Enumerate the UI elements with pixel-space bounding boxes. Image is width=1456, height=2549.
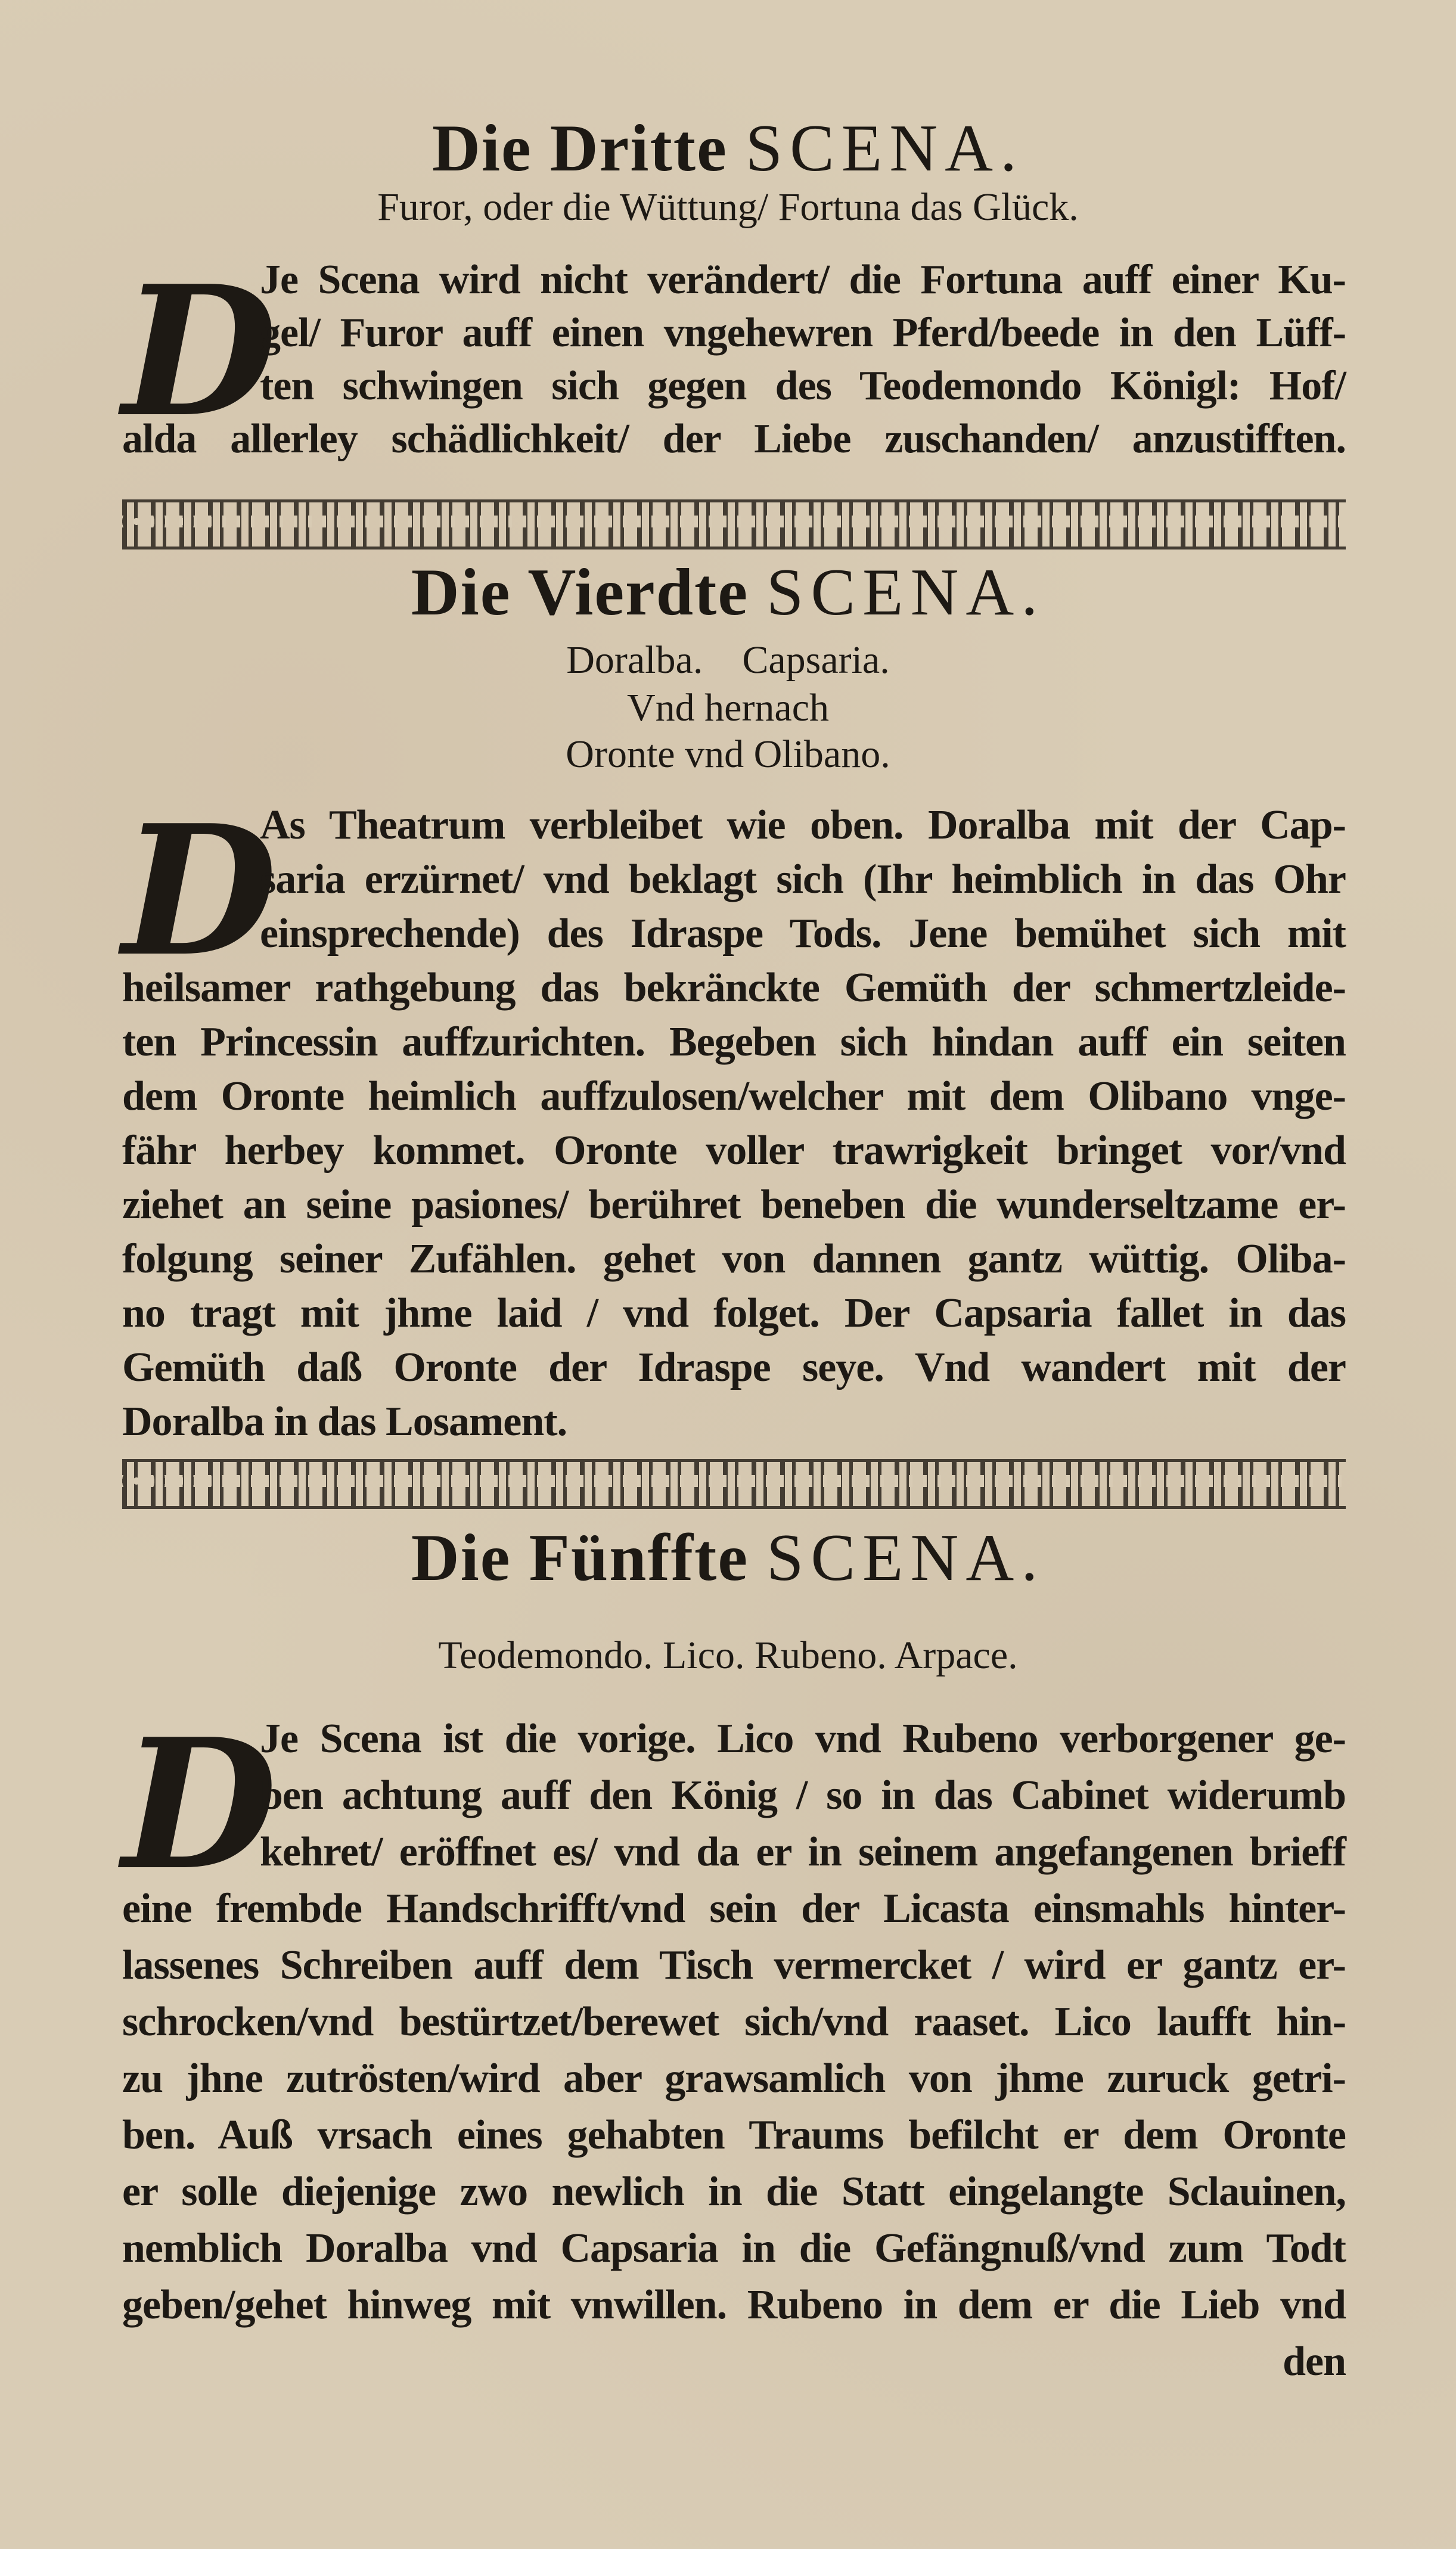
text-line: fähr herbey kommet. Oronte voller trawrigkeit bringet vor/vnd <box>122 1128 1346 1173</box>
text-line: zu jhne zutrösten/wird aber grawsamlich von jhme zuruck getri- <box>122 2056 1346 2101</box>
scene3-title <box>0 110 1456 187</box>
text-line: nemblich Doralba vnd Capsaria in die Gefängnuß/vnd zum Todt <box>122 2225 1346 2271</box>
text-line: eine frembde Handschrifft/vnd sein der Licasta einsmahls hinter- <box>122 1886 1346 1932</box>
scene5-title-caps: SCENA. <box>766 1521 1045 1595</box>
scene5-persons: Teodemondo. Lico. Rubeno. Arpace. <box>438 1634 1018 1677</box>
text-line: lassenes Schreiben auff dem Tisch vermercket / wird er gantz er- <box>122 1942 1346 1988</box>
scene4-persons: Doralba. Capsaria. <box>566 638 890 682</box>
scene4-title-caps: SCENA. <box>766 555 1045 629</box>
catchword: den <box>1283 2339 1346 2385</box>
text-line: Je Scena wird nicht verändert/ die Fortuna auff einer Ku- <box>260 257 1346 303</box>
text-line: ten Princessin auffzurichten. Begeben sich hindan auff ein seiten <box>122 1019 1346 1065</box>
scene5-title <box>0 1520 1456 1597</box>
text-line: As Theatrum verbleibet wie oben. Doralba mit der Cap- <box>260 802 1346 848</box>
text-line: er solle diejenige zwo newlich in die Statt eingelangte Sclauinen, <box>122 2169 1346 2215</box>
ornamental-divider <box>122 1459 1346 1509</box>
text-line: dem Oronte heimlich auffzulosen/welcher mit dem Olibano vnge- <box>122 1073 1346 1119</box>
text-line: schrocken/vnd bestürtzet/berewet sich/vnd raaset. Lico laufft hin- <box>122 1999 1346 2045</box>
text-line: Doralba in das Losament. <box>122 1399 567 1445</box>
scene5-title-prefix: Die Fünffte <box>411 1521 749 1595</box>
text-line: ben achtung auff den König / so in das Cabinet widerumb <box>260 1772 1346 1818</box>
text-line: saria erzürnet/ vnd beklagt sich (Ihr heimblich in das Ohr <box>260 856 1346 902</box>
scene3-subtitle: Furor, oder die Wüttung/ Fortuna das Glück. <box>377 185 1079 229</box>
scene4-title-prefix: Die Vierdte <box>411 555 749 629</box>
scene3-title-caps: SCENA. <box>745 111 1024 185</box>
scene3-title-prefix: Die Dritte <box>432 111 728 185</box>
text-line: gel/ Furor auff einen vngehewren Pferd/beede in den Lüff- <box>260 310 1346 356</box>
scene4-persons-then: Vnd hernach <box>626 686 830 729</box>
drop-cap: D <box>122 785 278 996</box>
text-line: Je Scena ist die vorige. Lico vnd Rubeno verborgener ge- <box>260 1716 1346 1762</box>
text-line: alda allerley schädlichkeit/ der Liebe zuschanden/ anzustifften. <box>122 416 1346 462</box>
drop-cap: D <box>122 246 278 457</box>
text-line: Gemüth daß Oronte der Idraspe seye. Vnd wandert mit der <box>122 1345 1346 1390</box>
text-line: einsprechende) des Idraspe Tods. Jene bemühet sich mit <box>260 911 1346 957</box>
text-line: folgung seiner Zufählen. gehet von dannen gantz wüttig. Oliba- <box>122 1236 1346 1282</box>
text-line: geben/gehet hinweg mit vnwillen. Rubeno in dem er die Lieb vnd <box>122 2282 1346 2328</box>
text-line: ten schwingen sich gegen des Teodemondo Königl: Hof/ <box>260 363 1346 409</box>
drop-cap: D <box>122 1699 278 1910</box>
text-line: heilsamer rathgebung das bekränckte Gemüth der schmertzleide- <box>122 965 1346 1011</box>
ornamental-divider <box>122 499 1346 549</box>
text-line: kehret/ eröffnet es/ vnd da er in seinem angefangenen brieff <box>260 1829 1346 1875</box>
text-line: no tragt mit jhme laid / vnd folget. Der Capsaria fallet in das <box>122 1290 1346 1336</box>
scene4-persons-later: Oronte vnd Olibano. <box>566 732 890 776</box>
scene4-title <box>0 554 1456 631</box>
text-line: ziehet an seine pasiones/ berühret beneben die wunderseltzame er- <box>122 1182 1346 1228</box>
text-line: ben. Auß vrsach eines gehabten Traums befilcht er dem Oronte <box>122 2112 1346 2158</box>
